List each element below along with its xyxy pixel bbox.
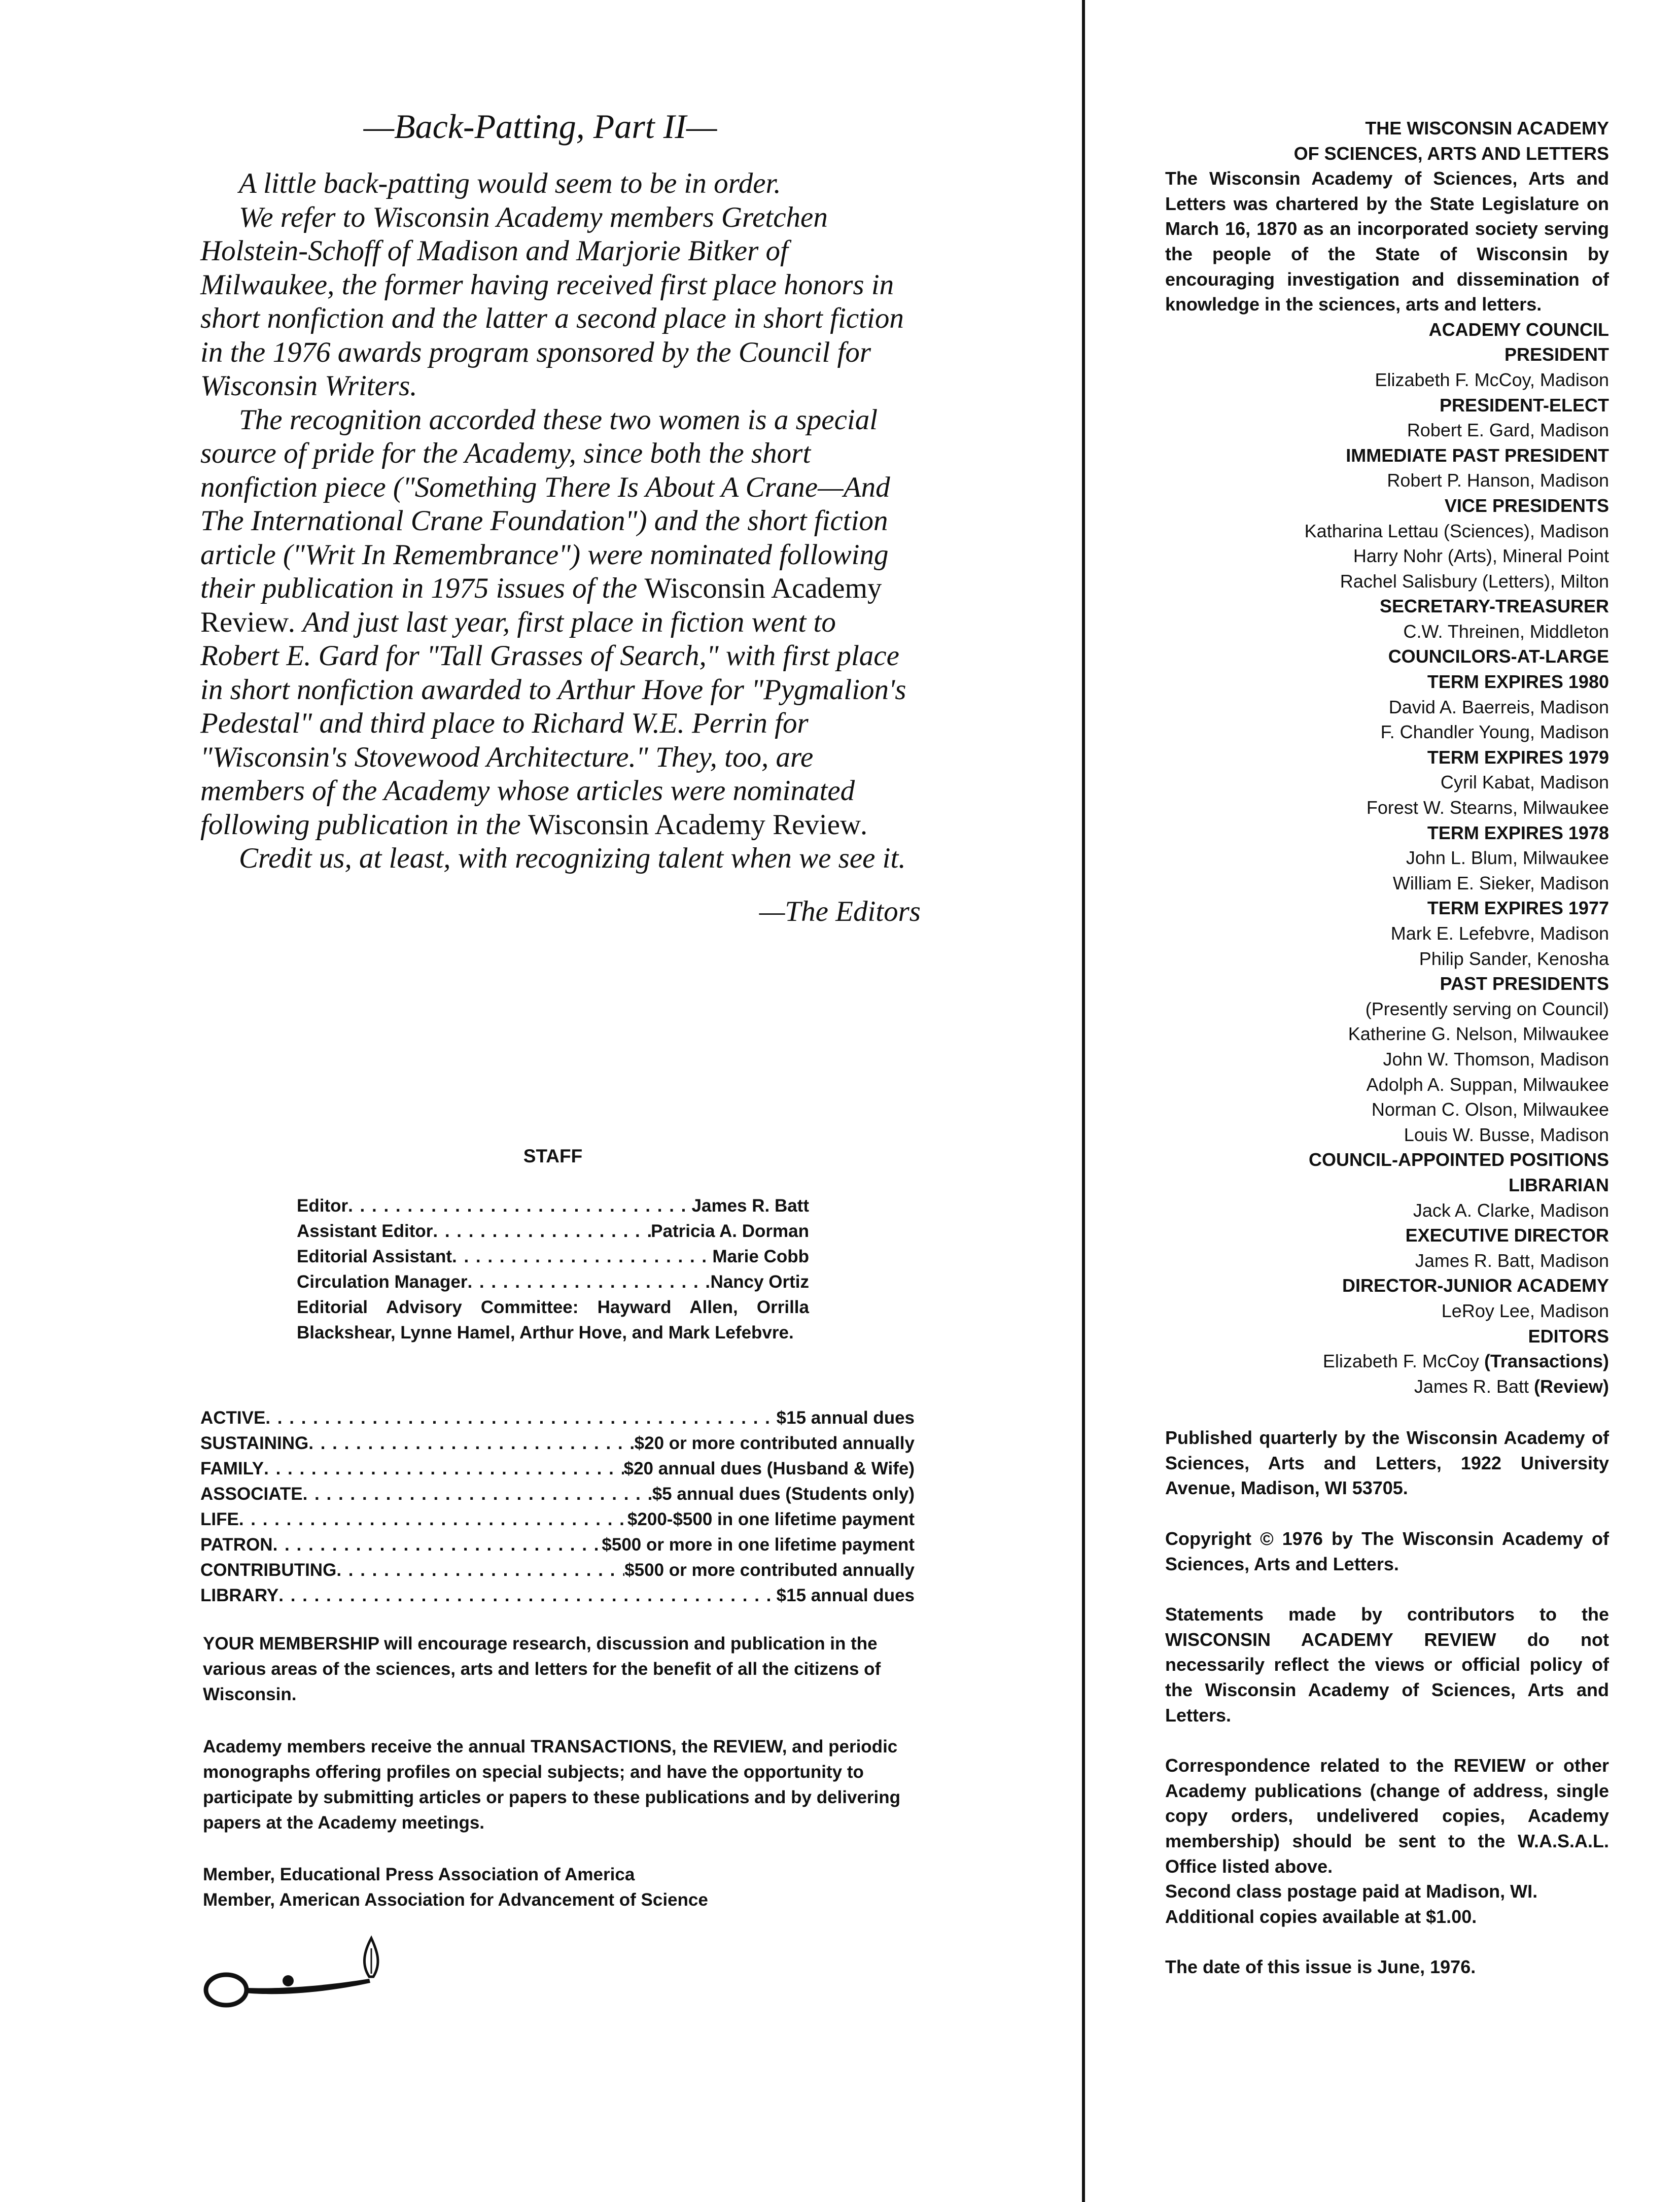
council-member: Adolph A. Suppan, Milwaukee <box>1366 1074 1609 1095</box>
council-heading: EXECUTIVE DIRECTOR <box>1405 1225 1609 1246</box>
council-member: LeRoy Lee, Madison <box>1441 1300 1609 1321</box>
council-heading: EDITORS <box>1528 1325 1609 1347</box>
editorial-paragraph <box>200 403 921 842</box>
staff-name: Marie Cobb <box>712 1247 809 1266</box>
council-heading: TERM EXPIRES 1980 <box>1427 671 1609 693</box>
membership-type: ACTIVE <box>200 1408 266 1428</box>
membership-type: CONTRIBUTING <box>200 1560 337 1580</box>
staff-row <box>297 1269 809 1295</box>
column-divider <box>1082 0 1085 2202</box>
council-member: F. Chandler Young, Madison <box>1380 721 1609 743</box>
leader-dots <box>264 1456 623 1482</box>
editorial-text: The recognition accorded these two women is a special source of pride for the Academy, since both the short nonfiction piece ("Something There Is About A Crane—And The International Crane Foundation") and the short fiction article ("Writ In Remembrance") were nominated following their publication in 1975 issues of the <box>200 403 890 604</box>
council-member: Robert E. Gard, Madison <box>1407 420 1609 441</box>
council-member: Jack A. Clarke, Madison <box>1413 1199 1609 1221</box>
membership-dues-value: $20 or more contributed annually <box>634 1433 915 1453</box>
academy-name: OF SCIENCES, ARTS AND LETTERS <box>1293 143 1609 164</box>
editorial-paragraph: We refer to Wisconsin Academy members Gretchen Holstein-Schoff of Madison and Marjorie Bitker of Milwaukee, the former having received first place honors in short nonfiction and the latter a second place in short fiction in the 1976 awards program sponsored by the Council for Wisconsin Writers. <box>200 201 904 402</box>
leader-dots <box>239 1507 627 1532</box>
membership-dues <box>200 1405 915 1608</box>
staff-role: Assistant Editor <box>297 1221 433 1241</box>
council-heading: TERM EXPIRES 1979 <box>1427 746 1609 768</box>
staff-name: Patricia A. Dorman <box>651 1221 809 1241</box>
membership-row <box>200 1456 915 1482</box>
publication-name: Wisconsin Academy Review <box>528 808 861 841</box>
council-member: Rachel Salisbury (Letters), Milton <box>1340 570 1609 592</box>
leader-dots <box>336 1558 624 1583</box>
issue-date: The date of this issue is June, 1976. <box>1165 1956 1476 1978</box>
membership-dues-value: $20 annual dues (Husband & Wife) <box>623 1459 915 1478</box>
membership-row <box>200 1482 915 1507</box>
staff-row <box>297 1193 809 1219</box>
editorial <box>200 107 921 928</box>
staff-row <box>297 1244 809 1269</box>
leader-dots <box>433 1219 651 1244</box>
membership-type: SUSTAINING <box>200 1433 309 1453</box>
council-member: Robert P. Hanson, Madison <box>1387 470 1609 491</box>
council-member: Louis W. Busse, Madison <box>1404 1124 1609 1145</box>
council-heading: PAST PRESIDENTS <box>1440 973 1609 994</box>
academy-name: THE WISCONSIN ACADEMY <box>1365 118 1609 139</box>
council-member: John L. Blum, Milwaukee <box>1406 847 1609 869</box>
copies-info: Additional copies available at $1.00. <box>1165 1906 1477 1927</box>
editor-line <box>1165 1349 1609 1374</box>
council-heading: VICE PRESIDENTS <box>1444 495 1609 516</box>
staff-row <box>297 1219 809 1244</box>
membership-dues-value: $5 annual dues (Students only) <box>652 1484 915 1504</box>
membership-type: FAMILY <box>200 1459 264 1478</box>
council-member: Forest W. Stearns, Milwaukee <box>1366 797 1609 818</box>
council-member: James R. Batt, Madison <box>1415 1250 1609 1271</box>
staff-name: James R. Batt <box>691 1196 809 1216</box>
editorial-paragraph: A little back-patting would seem to be in order. <box>239 167 781 199</box>
copyright: Copyright © 1976 by The Wisconsin Academy of Sciences, Arts and Letters. <box>1165 1528 1609 1574</box>
membership-row <box>200 1507 915 1532</box>
membership-encouragement <box>203 1631 918 1707</box>
membership-dues-value: $15 annual dues <box>776 1408 915 1428</box>
council-heading: IMMEDIATE PAST PRESIDENT <box>1346 444 1609 466</box>
membership-benefits <box>203 1734 918 1836</box>
council-member: David A. Baerreis, Madison <box>1388 696 1609 717</box>
masthead-column <box>1165 116 1609 1980</box>
editorial-body <box>200 167 921 876</box>
leader-dots <box>273 1532 602 1558</box>
council-heading: TERM EXPIRES 1977 <box>1427 898 1609 919</box>
leader-dots <box>265 1405 776 1431</box>
affiliation-line: Member, American Association for Advancement of Science <box>203 1890 708 1910</box>
publication-info: Published quarterly by the Wisconsin Academy of Sciences, Arts and Letters, 1922 University Avenue, Madison, WI 53705. <box>1165 1427 1609 1499</box>
council-heading: LIBRARIAN <box>1509 1174 1609 1195</box>
council-member: Katherine G. Nelson, Milwaukee <box>1348 1023 1609 1045</box>
disclaimer: Statements made by contributors to the WISCONSIN ACADEMY REVIEW do not necessarily reflect the views or official policy of the Wisconsin Academy of Sciences, Arts and Letters. <box>1165 1604 1609 1726</box>
publication-name: Wisconsin Academy Review <box>200 572 882 638</box>
editor-name: James R. Batt <box>1414 1375 1534 1397</box>
leader-dots <box>452 1244 712 1269</box>
council-member: Harry Nohr (Arts), Mineral Point <box>1353 545 1609 567</box>
council-list <box>1165 317 1609 1349</box>
membership-dues-value: $500 or more contributed annually <box>624 1560 915 1580</box>
staff-role: Editor <box>297 1196 348 1216</box>
leader-dots <box>278 1583 776 1608</box>
staff-role: Editorial Assistant <box>297 1247 452 1266</box>
membership-type: PATRON <box>200 1535 273 1555</box>
council-member: Norman C. Olson, Milwaukee <box>1371 1099 1609 1120</box>
council-member: C.W. Threinen, Middleton <box>1403 621 1609 642</box>
leader-dots <box>348 1193 691 1219</box>
council-member: William E. Sieker, Madison <box>1392 872 1609 893</box>
staff-list <box>297 1193 809 1346</box>
membership-row <box>200 1405 915 1431</box>
staff-title: STAFF <box>523 1146 583 1166</box>
membership-type: ASSOCIATE <box>200 1484 303 1504</box>
editorial-title: —Back-Patting, Part II— <box>363 107 717 146</box>
council-heading: SECRETARY-TREASURER <box>1379 596 1609 617</box>
council-member: Mark E. Lefebvre, Madison <box>1390 923 1609 944</box>
council-member: Katharina Lettau (Sciences), Madison <box>1304 520 1609 541</box>
membership-row <box>200 1532 915 1558</box>
membership-type: LIBRARY <box>200 1586 279 1605</box>
affiliation-line: Member, Educational Press Association of America <box>203 1865 635 1884</box>
council-heading: COUNCIL-APPOINTED POSITIONS <box>1308 1149 1609 1171</box>
postage-info: Second class postage paid at Madison, WI. <box>1165 1881 1538 1902</box>
editorial-text: . <box>861 808 868 841</box>
membership-row <box>200 1431 915 1456</box>
membership-dues-value: $15 annual dues <box>776 1586 915 1605</box>
council-member: Cyril Kabat, Madison <box>1440 772 1609 793</box>
membership-row <box>200 1583 915 1608</box>
membership-dues-value: $500 or more in one lifetime payment <box>602 1535 915 1555</box>
membership-benefits-text: Academy members receive the annual TRANSACTIONS, the REVIEW, and periodic monographs offering profiles on special subjects; and have the opportunity to participate by submitting articles or papers to these publications and by delivering papers at the Academy meetings. <box>203 1737 901 1833</box>
council-heading: PRESIDENT-ELECT <box>1439 394 1609 416</box>
affiliations <box>203 1862 918 1913</box>
editorial-paragraph: Credit us, at least, with recognizing talent when we see it. <box>239 842 906 874</box>
membership-type: LIFE <box>200 1509 239 1529</box>
council-member: John W. Thomson, Madison <box>1383 1048 1609 1070</box>
leader-dots <box>308 1431 634 1456</box>
leader-dots <box>467 1269 710 1295</box>
council-heading: DIRECTOR-JUNIOR ACADEMY <box>1342 1275 1609 1296</box>
council-member: Elizabeth F. McCoy, Madison <box>1375 369 1609 390</box>
membership-encouragement-text: YOUR MEMBERSHIP will encourage research, discussion and publication in the various areas of the sciences, arts and letters for the benefit of all the citizens of Wisconsin. <box>203 1634 881 1704</box>
editor-line <box>1165 1374 1609 1399</box>
staff-name: Nancy Ortiz <box>710 1272 809 1292</box>
membership-row <box>200 1558 915 1583</box>
council-member: Philip Sander, Kenosha <box>1419 948 1609 969</box>
council-heading: ACADEMY COUNCIL <box>1428 319 1609 340</box>
council-heading: PRESIDENT <box>1504 344 1609 365</box>
staff-role: Circulation Manager <box>297 1272 468 1292</box>
council-heading: COUNCILORS-AT-LARGE <box>1388 646 1609 667</box>
editorial-text: . And just last year, first place in fiction went to Robert E. Gard for "Tall Grasses of Search," with first place in short nonfiction awarded to Arthur Hove for "Pygmalion's Pedestal" and third place to Richard W.E. Perrin for "Wisconsin's Stovewood Architecture." They, too, are members of the Academy whose articles were nominated following publication in the <box>200 606 906 841</box>
editor-publication: (Transactions) <box>1484 1351 1609 1372</box>
leader-dots <box>303 1482 652 1507</box>
council-member: (Presently serving on Council) <box>1365 998 1609 1019</box>
editor-name: Elizabeth F. McCoy <box>1322 1351 1484 1372</box>
editorial-signature: —The Editors <box>759 895 921 927</box>
advisory-committee: Editorial Advisory Committee: Hayward Allen, Orrilla Blackshear, Lynne Hamel, Arthur Hove, and Mark Lefebvre. <box>297 1297 809 1343</box>
council-heading: TERM EXPIRES 1978 <box>1427 822 1609 843</box>
lamp-logo-icon <box>202 1928 395 2009</box>
academy-charter: The Wisconsin Academy of Sciences, Arts and Letters was chartered by the State Legislature on March 16, 1870 as an incorporated society serving the people of the State of Wisconsin by encouraging investigation and dissemination of knowledge in the sciences, arts and letters. <box>1165 168 1609 315</box>
correspondence-info: Correspondence related to the REVIEW or other Academy publications (change of address, single copy orders, undelivered copies, Academy membership) should be sent to the W.A.S.A.L. Office listed above. <box>1165 1755 1609 1877</box>
editor-publication: (Review) <box>1533 1375 1609 1397</box>
membership-dues-value: $200-$500 in one lifetime payment <box>627 1509 915 1529</box>
